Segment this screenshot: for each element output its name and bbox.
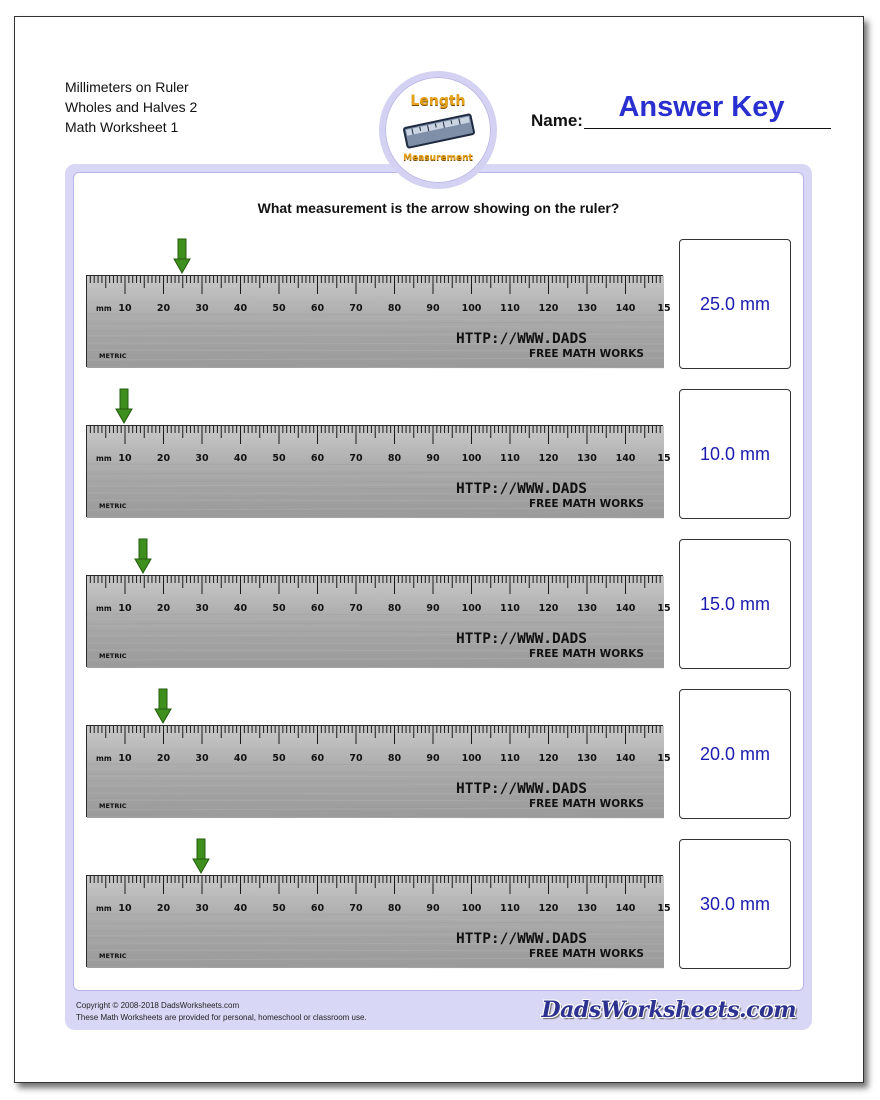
ruler-tick-label: mm (96, 454, 112, 463)
metric-ruler (86, 575, 671, 667)
ruler-tick-label: 120 (538, 903, 559, 914)
ruler-tick-label: 50 (272, 453, 286, 464)
ruler-tick-label: 140 (615, 303, 636, 314)
ruler-tick-label: 100 (461, 303, 482, 314)
ruler-tick-label: 50 (272, 903, 286, 914)
problem-row (74, 389, 805, 519)
ruler-tick-label: mm (96, 604, 112, 613)
worksheet-number: Math Worksheet 1 (65, 119, 179, 135)
ruler-tick-label: 70 (349, 453, 363, 464)
worksheet-title: Millimeters on Ruler (65, 79, 189, 95)
worksheet-subtitle: Wholes and Halves 2 (65, 99, 198, 115)
ruler-tick-label: 110 (500, 903, 520, 914)
answer-box[interactable]: 15.0 mm (679, 539, 791, 669)
ruler-tick-label: mm (96, 304, 112, 313)
length-measurement-badge (379, 71, 497, 189)
ruler-tick-label: 60 (310, 603, 325, 614)
ruler-tagline: FREE MATH WORKS (529, 648, 644, 660)
question-text: What measurement is the arrow showing on the ruler? (257, 200, 620, 216)
ruler-tick-label: 140 (615, 903, 636, 914)
ruler-tick-label: 60 (310, 903, 325, 914)
ruler-tick-label: 30 (195, 903, 209, 914)
ruler-tick-label: 110 (500, 753, 520, 764)
ruler-tick-label: 80 (387, 753, 402, 764)
ruler-url-text: HTTP://WWW.DADS (456, 781, 587, 797)
ruler-tick-label: 90 (426, 753, 440, 764)
ruler-tick-label: 130 (577, 903, 597, 914)
ruler-url-text: HTTP://WWW.DADS (456, 481, 587, 497)
ruler-tagline: FREE MATH WORKS (529, 348, 644, 360)
answer-key-text: Answer Key (618, 91, 785, 123)
ruler-tick-label: 130 (577, 603, 597, 614)
metric-ruler (86, 275, 671, 367)
name-field-line (584, 128, 831, 129)
ruler-tick-label: 70 (349, 753, 363, 764)
ruler-tick-label: 80 (387, 603, 402, 614)
ruler-tick-label: 60 (310, 453, 325, 464)
ruler-metric-label: METRIC (99, 352, 127, 360)
ruler-tick-label: 20 (156, 903, 171, 914)
metric-ruler (86, 875, 671, 967)
ruler-tick-label: 100 (461, 903, 482, 914)
down-arrow-icon (135, 539, 151, 575)
ruler-metric-label: METRIC (99, 502, 127, 510)
down-arrow-icon (193, 839, 209, 875)
ruler-tick-label: 110 (500, 453, 520, 464)
ruler-tick-label: 80 (387, 903, 402, 914)
ruler-tick-label: 40 (233, 453, 248, 464)
ruler-tick-label: 110 (500, 603, 520, 614)
ruler-tick-label: 140 (615, 453, 636, 464)
ruler-tick-label: 90 (426, 903, 440, 914)
ruler-tick-label: 15 (657, 453, 671, 464)
ruler-metric-label: METRIC (99, 652, 127, 660)
ruler-url-text: HTTP://WWW.DADS (456, 331, 587, 347)
ruler-tick-label: 20 (156, 603, 171, 614)
ruler-tick-label: 120 (538, 303, 559, 314)
ruler-tick-label: 10 (118, 453, 132, 464)
ruler-tick-label: 40 (233, 603, 248, 614)
ruler-tick-label: 70 (349, 903, 363, 914)
ruler-tick-label: 140 (615, 753, 636, 764)
ruler-tick-label: 30 (195, 303, 209, 314)
ruler-tick-label: 90 (426, 603, 440, 614)
ruler-tick-label: 50 (272, 753, 286, 764)
copyright-text: Copyright © 2008-2018 DadsWorksheets.com (76, 1001, 240, 1010)
copyright (76, 1000, 367, 1024)
ruler-tagline: FREE MATH WORKS (529, 498, 644, 510)
ruler-url-text: HTTP://WWW.DADS (456, 931, 587, 947)
ruler-tick-label: 20 (156, 753, 171, 764)
down-arrow-icon (116, 389, 132, 425)
ruler-tick-label: 10 (118, 903, 132, 914)
ruler-tick-label: 80 (387, 303, 402, 314)
ruler-tick-label: 100 (461, 603, 482, 614)
dadsworksheets-logo[interactable]: DadsWorksheets.com (541, 997, 796, 1023)
ruler-tick-label: 120 (538, 603, 559, 614)
ruler-tick-label: 120 (538, 453, 559, 464)
answer-box[interactable]: 25.0 mm (679, 239, 791, 369)
ruler-tick-label: 30 (195, 453, 209, 464)
ruler-tick-label: 40 (233, 903, 248, 914)
ruler-tick-label: 20 (156, 303, 171, 314)
down-arrow-icon (174, 239, 190, 275)
worksheet-page (14, 16, 864, 1083)
ruler-tick-label: 110 (500, 303, 520, 314)
ruler-tick-label: 130 (577, 303, 597, 314)
problems-area (73, 172, 804, 991)
ruler-tick-label: mm (96, 754, 112, 763)
ruler-tick-label: 30 (195, 603, 209, 614)
ruler-tick-label: 10 (118, 603, 132, 614)
ruler-icon (401, 113, 477, 149)
ruler-url-text: HTTP://WWW.DADS (456, 631, 587, 647)
metric-ruler (86, 725, 671, 817)
ruler-tick-label: 130 (577, 753, 597, 764)
ruler-tick-label: 10 (118, 753, 132, 764)
ruler-tagline: FREE MATH WORKS (529, 798, 644, 810)
badge-top-text: Length (410, 93, 466, 109)
ruler-tick-label: 90 (426, 453, 440, 464)
ruler-tick-label: 15 (657, 303, 671, 314)
ruler-tick-label: 40 (233, 303, 248, 314)
ruler-metric-label: METRIC (99, 952, 127, 960)
ruler-tick-label: 60 (310, 303, 325, 314)
ruler-tick-label: mm (96, 904, 112, 913)
ruler-tick-label: 50 (272, 303, 286, 314)
problem-row (74, 689, 805, 819)
down-arrow-icon (155, 689, 171, 725)
answer-box[interactable]: 10.0 mm (679, 389, 791, 519)
name-label: Name: (531, 111, 583, 130)
ruler-tick-label: 70 (349, 603, 363, 614)
ruler-tagline: FREE MATH WORKS (529, 948, 644, 960)
ruler-tick-label: 100 (461, 753, 482, 764)
ruler-tick-label: 100 (461, 453, 482, 464)
problem-row (74, 239, 805, 369)
ruler-tick-label: 120 (538, 753, 559, 764)
ruler-tick-label: 140 (615, 603, 636, 614)
metric-ruler (86, 425, 671, 517)
ruler-tick-label: 80 (387, 453, 402, 464)
ruler-metric-label: METRIC (99, 802, 127, 810)
answer-box[interactable]: 20.0 mm (679, 689, 791, 819)
footer (73, 997, 804, 1027)
ruler-tick-label: 130 (577, 453, 597, 464)
ruler-tick-label: 30 (195, 753, 209, 764)
ruler-tick-label: 70 (349, 303, 363, 314)
ruler-tick-label: 10 (118, 303, 132, 314)
problems-panel (65, 164, 812, 1030)
ruler-tick-label: 15 (657, 903, 671, 914)
ruler-tick-label: 90 (426, 303, 440, 314)
worksheet-header (65, 77, 197, 137)
answer-box[interactable]: 30.0 mm (679, 839, 791, 969)
ruler-tick-label: 50 (272, 603, 286, 614)
ruler-tick-label: 60 (310, 753, 325, 764)
problem-row (74, 539, 805, 669)
ruler-tick-label: 15 (657, 603, 671, 614)
ruler-tick-label: 15 (657, 753, 671, 764)
badge-bottom-text: Measurement (403, 153, 473, 163)
ruler-tick-label: 20 (156, 453, 171, 464)
problem-row (74, 839, 805, 969)
ruler-tick-label: 40 (233, 753, 248, 764)
usage-note: These Math Worksheets are provided for personal, homeschool or classroom use. (76, 1013, 367, 1022)
